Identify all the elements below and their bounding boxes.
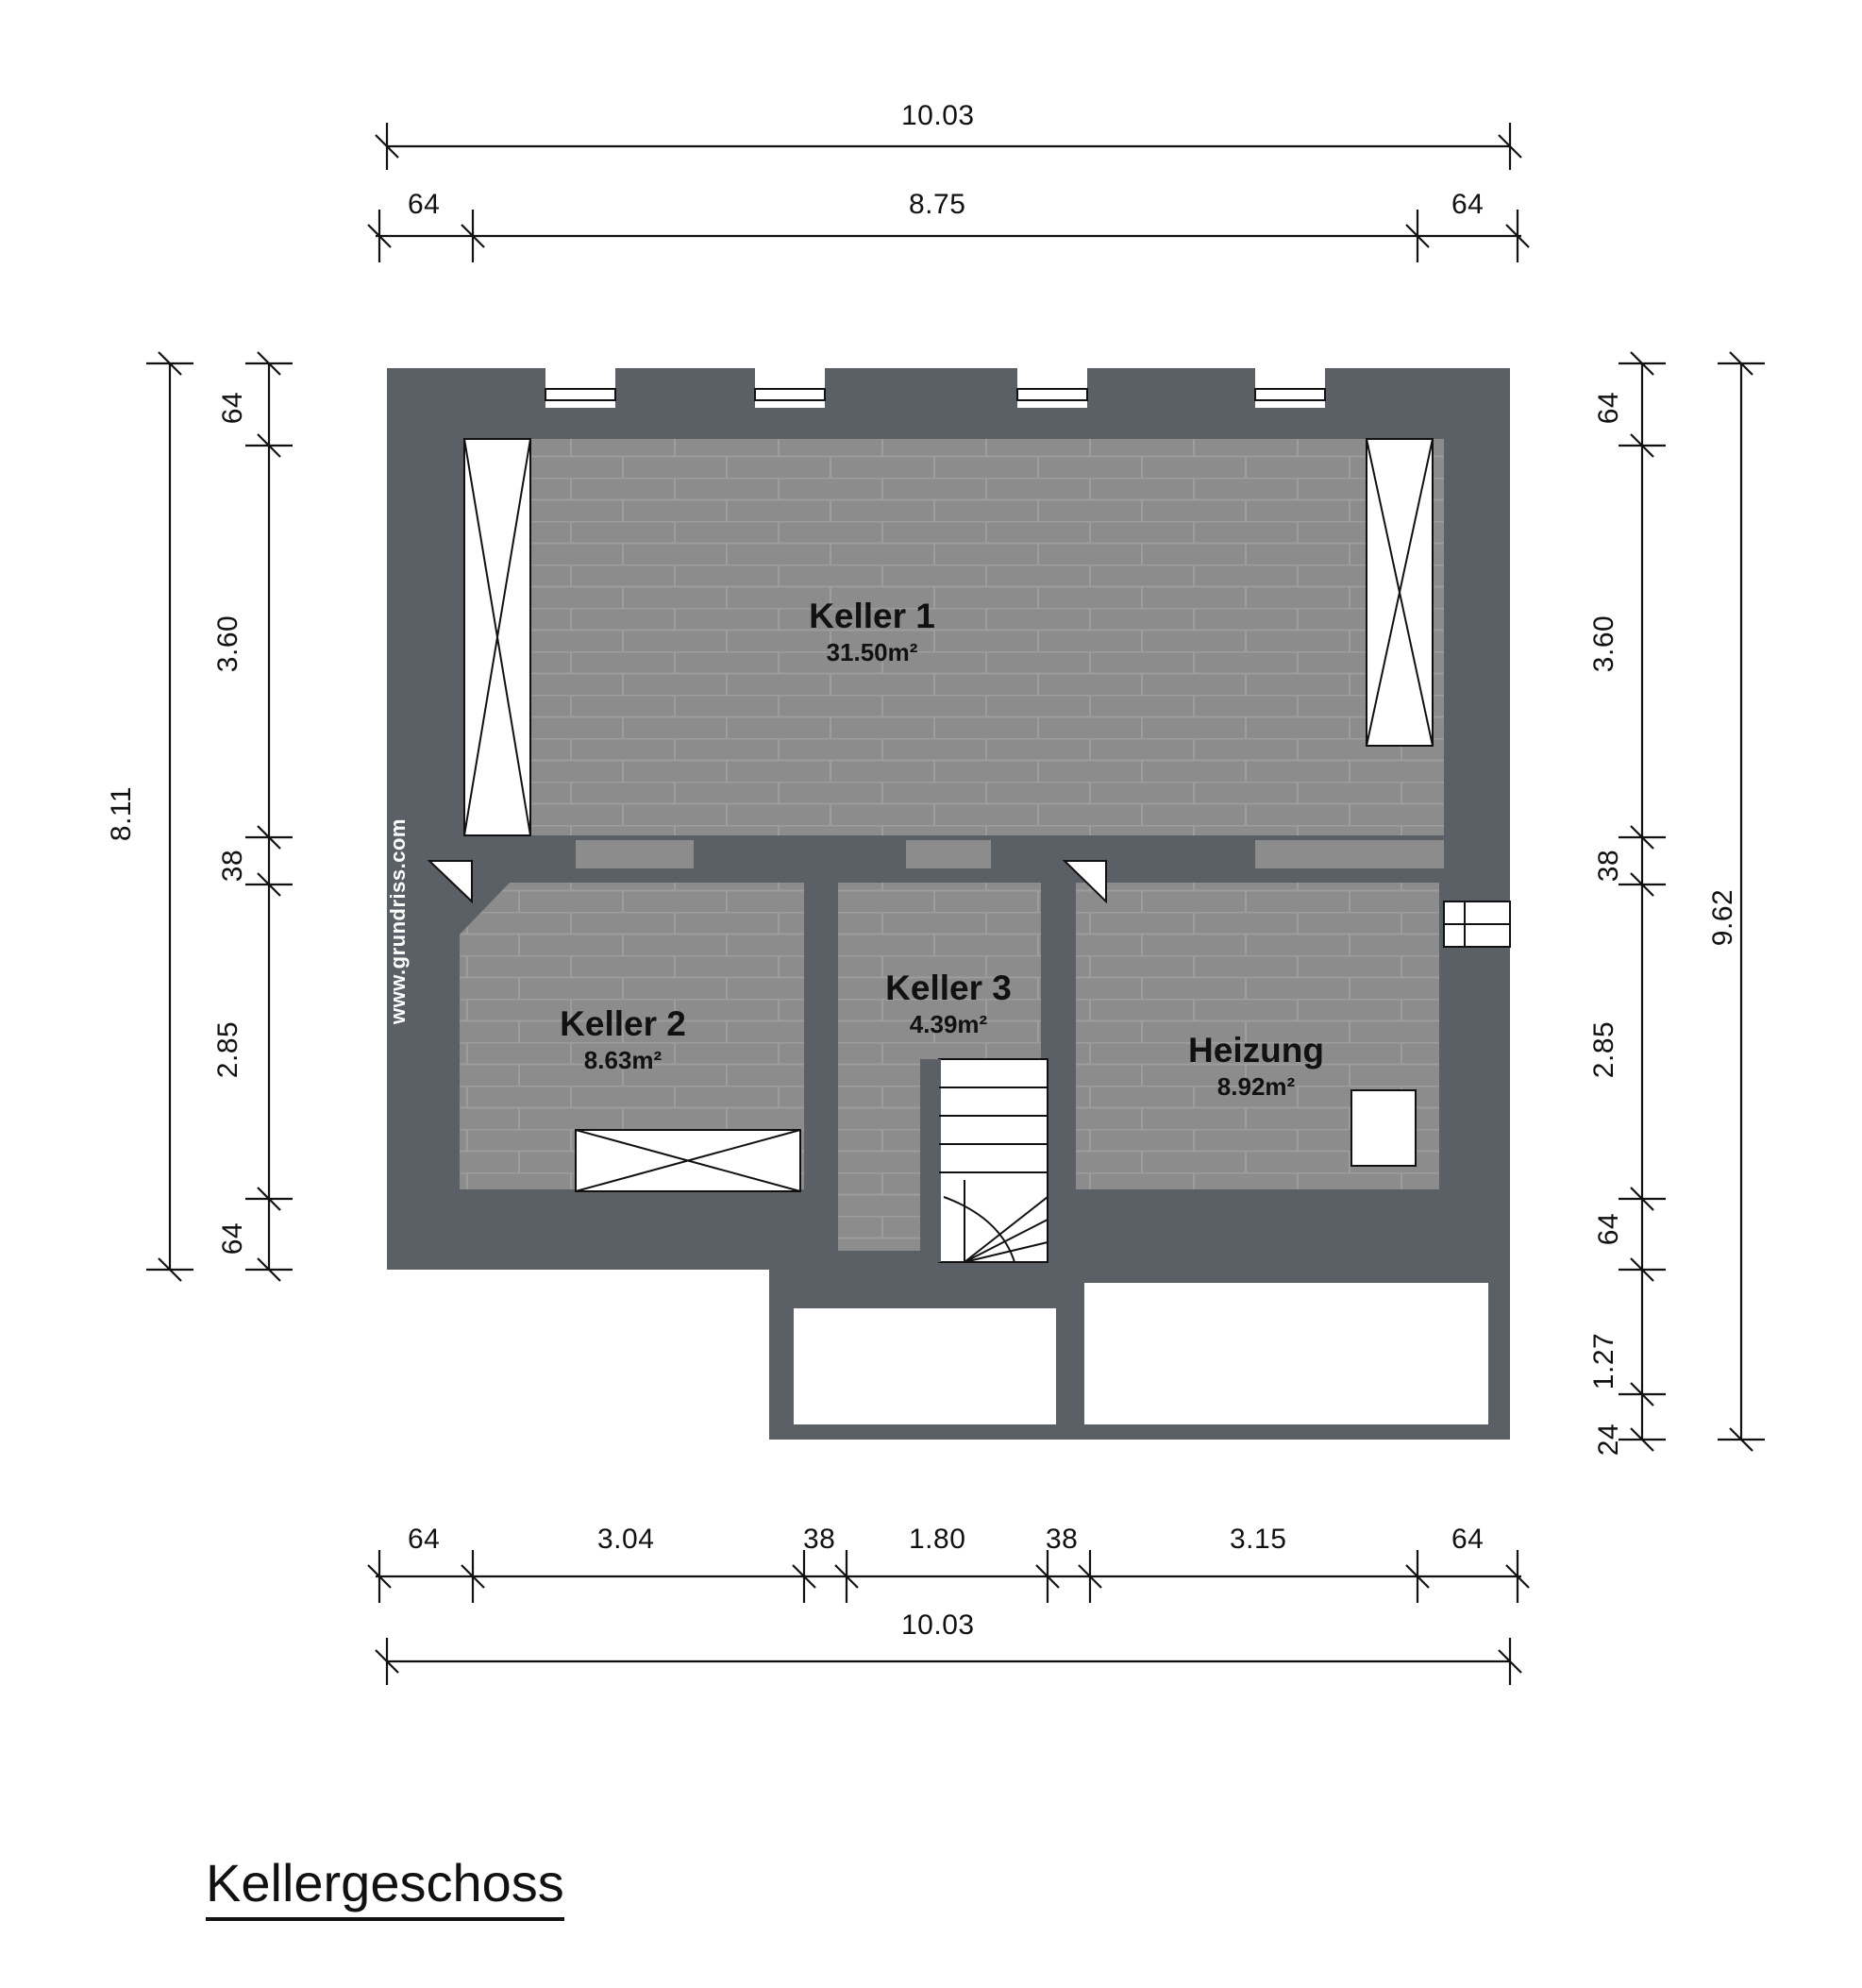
opening-keller2 bbox=[576, 1130, 800, 1191]
window-right-wall bbox=[1444, 901, 1510, 947]
dim-right-38: 38 bbox=[1593, 849, 1625, 883]
dim-bottom-304: 3.04 bbox=[597, 1524, 655, 1555]
dim-left-outer: 8.11 bbox=[106, 785, 138, 842]
dim-right-64-top: 64 bbox=[1593, 391, 1625, 425]
room-name: Keller 3 bbox=[885, 969, 1012, 1007]
dim-bottom-315: 3.15 bbox=[1230, 1524, 1287, 1555]
watermark-text: www.grundriss.com bbox=[386, 818, 410, 1024]
dim-bottom-180: 1.80 bbox=[909, 1524, 966, 1555]
opening-right-keller1 bbox=[1367, 439, 1433, 746]
page-title: Kellergeschoss bbox=[206, 1856, 564, 1921]
dim-right-285: 2.85 bbox=[1588, 1020, 1620, 1079]
dim-bottom-64-left: 64 bbox=[408, 1524, 441, 1555]
room-name: Keller 2 bbox=[560, 1004, 686, 1043]
dim-left-64-top: 64 bbox=[217, 391, 249, 425]
staircase bbox=[920, 1059, 1048, 1262]
room-area: 8.63m² bbox=[583, 1045, 663, 1074]
room-label-keller-2 bbox=[481, 1004, 764, 1076]
dim-left-64-bottom: 64 bbox=[217, 1221, 249, 1255]
room-label-heizung bbox=[1115, 1031, 1398, 1103]
dim-top-inner-mid: 8.75 bbox=[909, 189, 966, 220]
dim-top-outer: 10.03 bbox=[901, 100, 975, 131]
dim-left-285: 2.85 bbox=[212, 1020, 244, 1079]
room-name: Keller 1 bbox=[809, 597, 935, 635]
room-area: 8.92m² bbox=[1216, 1071, 1296, 1101]
room-label-keller-3 bbox=[807, 969, 1090, 1040]
dim-right-outer: 9.62 bbox=[1707, 888, 1739, 947]
room-name: Heizung bbox=[1188, 1031, 1324, 1070]
room-area: 4.39m² bbox=[909, 1009, 988, 1038]
dim-bottom-64-right: 64 bbox=[1451, 1524, 1485, 1555]
dim-top-inner-left: 64 bbox=[408, 189, 441, 220]
dim-right-360: 3.60 bbox=[1588, 615, 1620, 673]
dim-bottom-38-left: 38 bbox=[803, 1524, 836, 1555]
room-label-keller-1 bbox=[730, 597, 1014, 668]
dim-top-inner-right: 64 bbox=[1451, 189, 1485, 220]
dim-right-64-bottom: 64 bbox=[1593, 1212, 1625, 1246]
dim-left-360: 3.60 bbox=[212, 615, 244, 673]
dim-bottom-outer: 10.03 bbox=[901, 1609, 975, 1641]
dim-bottom-38-right: 38 bbox=[1046, 1524, 1079, 1555]
dim-right-127: 1.27 bbox=[1588, 1332, 1620, 1390]
dim-right-24: 24 bbox=[1593, 1423, 1625, 1457]
room-area: 31.50m² bbox=[826, 637, 918, 666]
opening-left-keller1 bbox=[464, 439, 530, 835]
dim-left-38: 38 bbox=[217, 849, 249, 883]
